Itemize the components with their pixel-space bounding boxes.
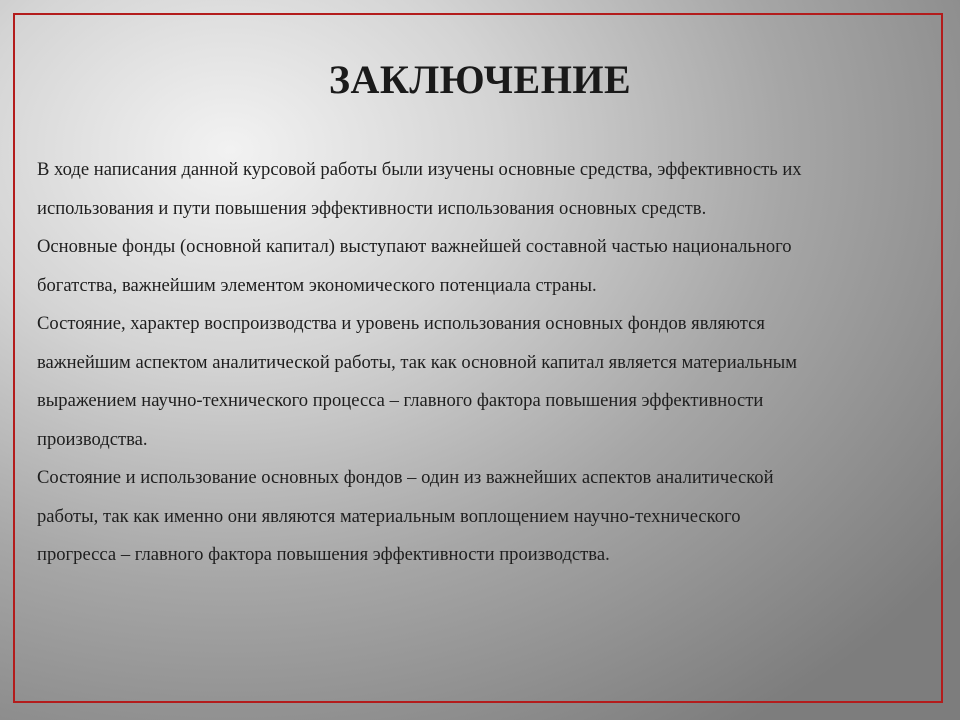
paragraph-line: важнейшим аспектом аналитической работы, так как основной капитал является материальным [37,351,798,373]
paragraph-2 [37,228,917,305]
paragraph-line: Основные фонды (основной капитал) выступают важнейшей составной частью национального [37,236,792,257]
paragraph-line: прогресса – главного фактора повышения эффективности производства. [37,544,610,565]
paragraph-1 [37,151,917,228]
paragraph-line: Состояние и использование основных фондов – один из важнейших аспектов аналитической [37,467,774,488]
paragraph-line: выражением научно-технического процесса – главного фактора повышения эффективности [37,390,764,411]
paragraph-4 [37,459,917,575]
slide-body [37,151,917,575]
paragraph-line: использования и пути повышения эффективности использования основных средств. [37,197,707,219]
paragraph-line: Состояние, характер воспроизводства и уровень использования основных фондов являются [37,313,765,334]
paragraph-line: богатства, важнейшим элементом экономического потенциала страны. [37,274,597,296]
paragraph-line: производства. [37,428,148,450]
paragraph-line: В ходе написания данной курсовой работы были изучены основные средства, эффективность их [37,159,802,180]
slide-title: ЗАКЛЮЧЕНИЕ [328,57,632,102]
paragraph-line: работы, так как именно они являются материальным воплощением научно-технического [37,505,741,527]
paragraph-3 [37,305,917,459]
